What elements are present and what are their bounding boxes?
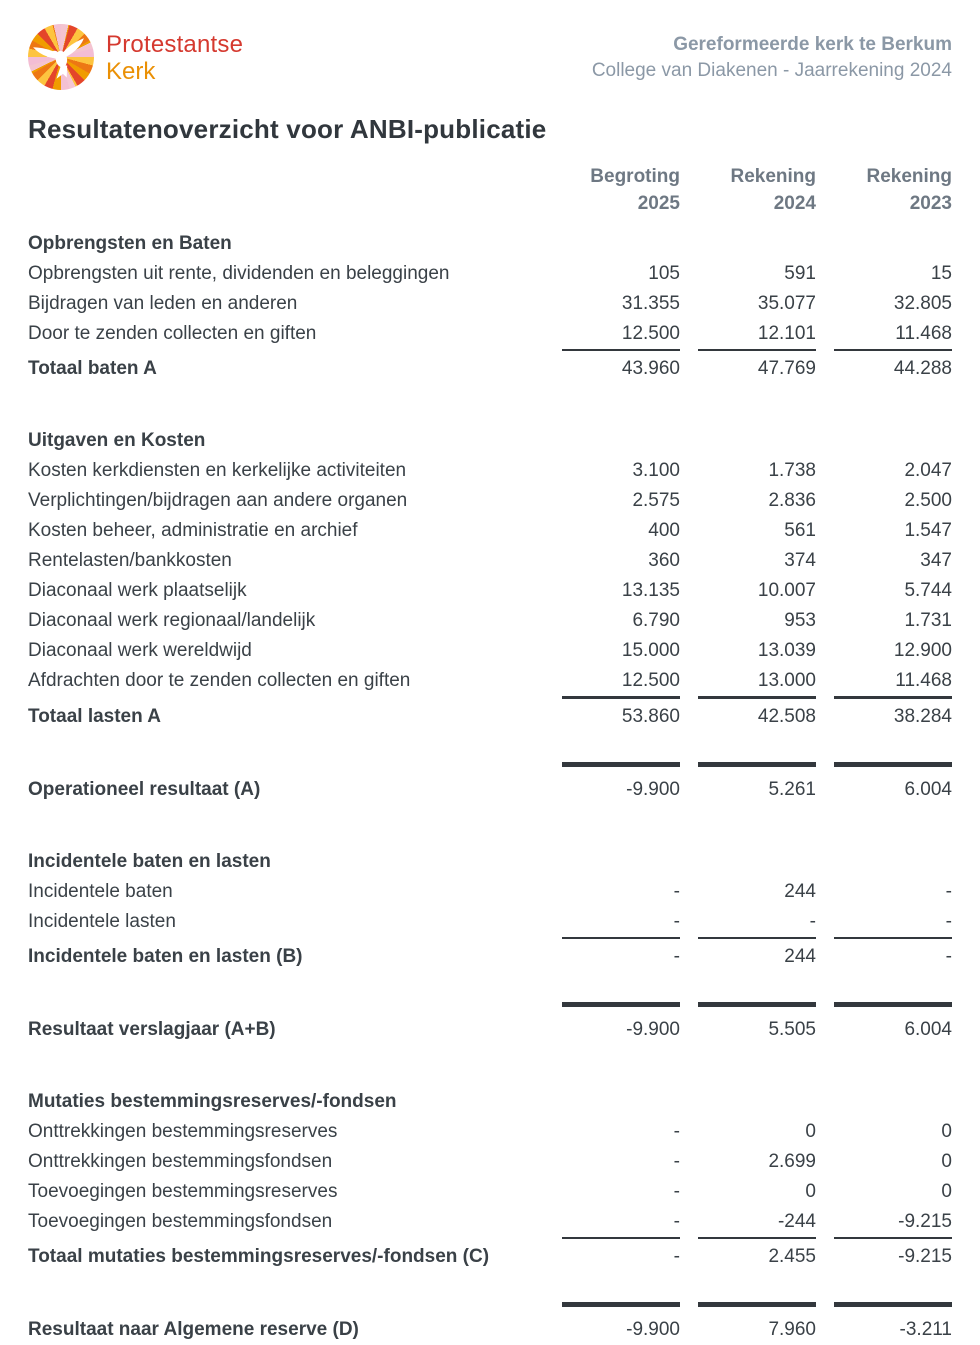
row-value: - [945, 911, 952, 932]
column-header-label: Rekening [730, 166, 816, 187]
line-item-row [28, 877, 952, 907]
row-value: 6.004 [834, 1002, 952, 1045]
row-label: Kosten beheer, administratie en archief [28, 520, 358, 541]
line-item-row [28, 666, 952, 696]
row-value: 347 [920, 550, 952, 571]
column-headers-row [28, 163, 952, 217]
row-value: -3.211 [834, 1302, 952, 1345]
row-label: Incidentele baten en lasten (B) [28, 946, 303, 967]
section-header-row [28, 229, 952, 259]
row-label: Opbrengsten uit rente, dividenden en beleggingen [28, 263, 450, 284]
row-value: - [562, 937, 680, 972]
row-value: 13.039 [757, 640, 816, 661]
row-label: Resultaat verslagjaar (A+B) [28, 1019, 276, 1040]
line-item-row [28, 1147, 952, 1177]
row-value: 561 [784, 520, 816, 541]
row-value: -244 [777, 1211, 816, 1232]
row-label: Door te zenden collecten en giften [28, 323, 317, 344]
total-row [28, 696, 952, 732]
brand-name-line1: Protestantse [106, 31, 244, 59]
row-value: 5.744 [904, 580, 952, 601]
total-row [28, 937, 952, 972]
row-value: 1.547 [904, 520, 952, 541]
row-value: 0 [805, 1181, 816, 1202]
row-value: 2.455 [698, 1237, 816, 1272]
row-value: 53.860 [562, 696, 680, 732]
row-value: 2.500 [904, 490, 952, 511]
row-value: 13.000 [757, 670, 816, 691]
row-label: Incidentele baten [28, 881, 173, 902]
row-label: Uitgaven en Kosten [28, 430, 206, 451]
spacer-row [28, 805, 952, 847]
results-table [28, 229, 952, 1345]
section-header-row [28, 1087, 952, 1117]
column-header-label: Begroting [590, 166, 680, 187]
row-value: 42.508 [698, 696, 816, 732]
line-item-row [28, 1207, 952, 1237]
row-value: 44.288 [834, 349, 952, 384]
line-item-row [28, 907, 952, 937]
row-value: - [945, 881, 952, 902]
row-value: 1.738 [768, 460, 816, 481]
row-value: 35.077 [757, 293, 816, 314]
row-label: Diaconaal werk regionaal/landelijk [28, 610, 316, 631]
row-value: 374 [784, 550, 816, 571]
result-row [28, 1002, 952, 1045]
row-value: - [834, 937, 952, 972]
organization-subtitle: College van Diakenen - Jaarrekening 2024 [591, 59, 952, 81]
line-item-row [28, 546, 952, 576]
row-value: 360 [648, 550, 680, 571]
row-value: 3.100 [632, 460, 680, 481]
row-value: - [562, 1237, 680, 1272]
row-value: 12.900 [893, 640, 952, 661]
row-label: Kosten kerkdiensten en kerkelijke activiteiten [28, 460, 407, 481]
row-value: -9.900 [562, 1002, 680, 1045]
row-value: 0 [805, 1121, 816, 1142]
row-value: - [809, 911, 816, 932]
brand-text [106, 28, 243, 86]
row-label: Resultaat naar Algemene reserve (D) [28, 1319, 359, 1340]
line-item-row [28, 1117, 952, 1147]
row-value: 244 [784, 881, 816, 902]
row-value: 7.960 [698, 1302, 816, 1345]
row-value: 15.000 [621, 640, 680, 661]
row-value: - [673, 1151, 680, 1172]
line-item-row [28, 636, 952, 666]
row-value: 0 [941, 1151, 952, 1172]
row-label: Verplichtingen/bijdragen aan andere organen [28, 490, 408, 511]
organization-name: Gereformeerde kerk te Berkum [673, 34, 952, 55]
row-label: Onttrekkingen bestemmingsfondsen [28, 1151, 333, 1172]
line-item-row [28, 289, 952, 319]
row-label: Onttrekkingen bestemmingsreserves [28, 1121, 338, 1142]
row-label: Mutaties bestemmingsreserves/-fondsen [28, 1091, 397, 1112]
row-value: 244 [698, 937, 816, 972]
row-value: 2.575 [632, 490, 680, 511]
spacer-row [28, 1045, 952, 1087]
row-value: 6.004 [834, 762, 952, 805]
line-item-row [28, 516, 952, 546]
row-value: -9.215 [898, 1211, 952, 1232]
report-header [28, 24, 952, 90]
row-value: 2.836 [768, 490, 816, 511]
column-header-year: 2023 [909, 193, 952, 214]
row-value: 0 [941, 1181, 952, 1202]
row-label: Bijdragen van leden en anderen [28, 293, 298, 314]
row-value: 15 [930, 263, 952, 284]
column-header-year: 2025 [637, 193, 680, 214]
row-label: Operationeel resultaat (A) [28, 779, 261, 800]
row-value: 12.500 [621, 323, 680, 344]
row-value: 12.500 [621, 670, 680, 691]
row-label: Toevoegingen bestemmingsfondsen [28, 1211, 333, 1232]
spacer-row [28, 732, 952, 762]
row-value: 10.007 [757, 580, 816, 601]
row-value: 5.261 [698, 762, 816, 805]
line-item-row [28, 606, 952, 636]
row-value: 400 [648, 520, 680, 541]
dove-icon [28, 24, 94, 90]
total-row [28, 1237, 952, 1272]
section-header-row [28, 426, 952, 456]
row-value: 591 [784, 263, 816, 284]
column-header-rekening-2023 [834, 163, 952, 217]
line-item-row [28, 486, 952, 516]
column-header-label: Rekening [866, 166, 952, 187]
row-value: 43.960 [562, 349, 680, 384]
row-value: 11.468 [895, 323, 952, 344]
column-header-begroting-2025 [562, 163, 680, 217]
row-value: - [673, 1181, 680, 1202]
result-row [28, 1302, 952, 1345]
row-label: Opbrengsten en Baten [28, 233, 232, 254]
spacer-row [28, 972, 952, 1002]
section-header-row [28, 847, 952, 877]
column-header-rekening-2024 [698, 163, 816, 217]
line-item-row [28, 456, 952, 486]
spacer-row [28, 1272, 952, 1302]
row-value: 11.468 [895, 670, 952, 691]
row-label: Totaal baten A [28, 358, 157, 379]
protestantse-kerk-logo [28, 24, 94, 90]
brand [28, 24, 243, 90]
line-item-row [28, 319, 952, 349]
row-value: 105 [648, 263, 680, 284]
row-value: 5.505 [698, 1002, 816, 1045]
row-value: 47.769 [698, 349, 816, 384]
row-label: Diaconaal werk plaatselijk [28, 580, 247, 601]
line-item-row [28, 576, 952, 606]
row-value: 0 [941, 1121, 952, 1142]
organization-block [592, 24, 952, 83]
row-value: -9.215 [834, 1237, 952, 1272]
row-value: - [673, 881, 680, 902]
brand-name-line2: Kerk [106, 58, 156, 85]
row-label: Totaal mutaties bestemmingsreserves/-fondsen (C) [28, 1246, 490, 1267]
row-value: - [673, 1211, 680, 1232]
row-value: 1.731 [904, 610, 952, 631]
line-item-row [28, 1177, 952, 1207]
total-row [28, 349, 952, 384]
row-value: 13.135 [621, 580, 680, 601]
row-value: - [673, 911, 680, 932]
row-value: 2.047 [904, 460, 952, 481]
row-value: -9.900 [562, 762, 680, 805]
row-value: 31.355 [621, 293, 680, 314]
page-title: Resultatenoverzicht voor ANBI-publicatie [28, 114, 547, 144]
row-value: - [673, 1121, 680, 1142]
row-value: 32.805 [893, 293, 952, 314]
row-value: 12.101 [757, 323, 816, 344]
row-value: 953 [784, 610, 816, 631]
row-value: 2.699 [768, 1151, 816, 1172]
row-value: 38.284 [834, 696, 952, 732]
spacer-row [28, 384, 952, 426]
result-row [28, 762, 952, 805]
column-header-year: 2024 [773, 193, 816, 214]
row-label: Toevoegingen bestemmingsreserves [28, 1181, 338, 1202]
row-value: 6.790 [632, 610, 680, 631]
row-label: Incidentele baten en lasten [28, 851, 271, 872]
row-label: Incidentele lasten [28, 911, 176, 932]
row-label: Totaal lasten A [28, 706, 162, 727]
row-label: Rentelasten/bankkosten [28, 550, 232, 571]
row-label: Diaconaal werk wereldwijd [28, 640, 252, 661]
row-value: -9.900 [562, 1302, 680, 1345]
row-label: Afdrachten door te zenden collecten en giften [28, 670, 411, 691]
line-item-row [28, 259, 952, 289]
